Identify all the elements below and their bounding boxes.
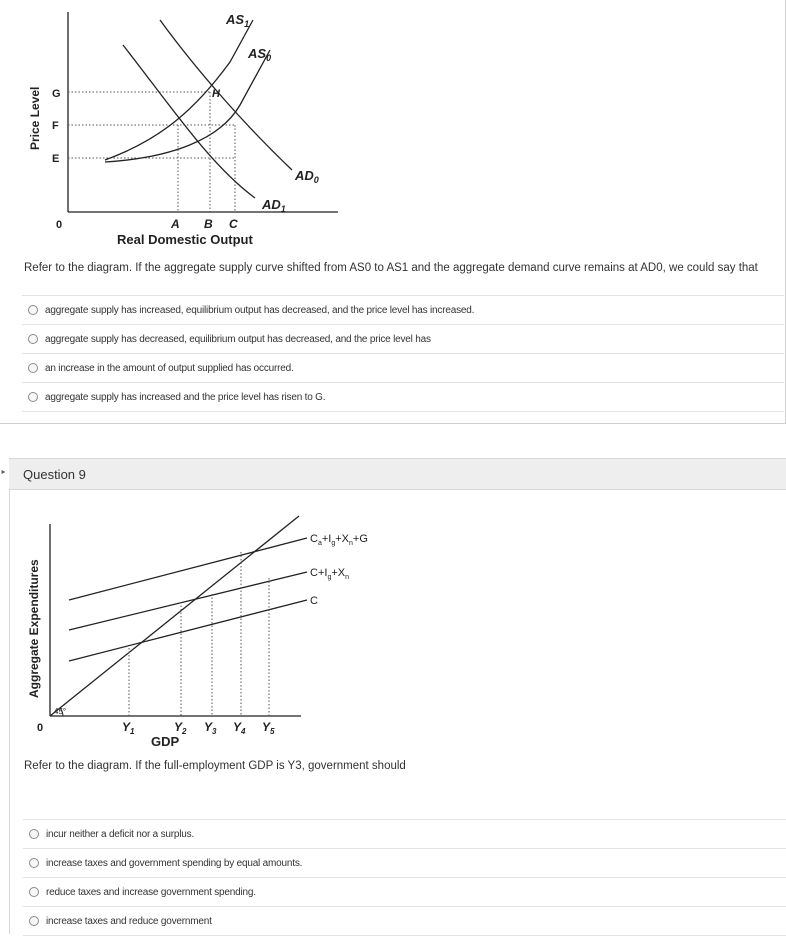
option-b[interactable]: increase taxes and government spending by equal amounts.: [23, 848, 786, 877]
question-9-options: [23, 819, 786, 936]
x-axis-title: GDP: [151, 734, 180, 749]
ad0-label: $AD_0$: [295, 168, 319, 185]
question-9-panel: [9, 490, 786, 934]
c-ig-xn-g-label: $C_a+I_g+X_n+G$: [310, 533, 368, 547]
question-8-options: [22, 295, 784, 412]
radio-button[interactable]: [28, 305, 38, 315]
option-d[interactable]: aggregate supply has increased and the price level has risen to G.: [22, 382, 784, 412]
radio-button[interactable]: [29, 916, 39, 926]
ad0-curve: [160, 20, 292, 170]
y3-label: $Y_3$: [204, 720, 217, 736]
price-g-label: G: [52, 88, 61, 100]
x-axis-title: Real Domestic Output: [117, 232, 253, 247]
c-ig-xn-line: [69, 572, 307, 630]
reference-lines: [68, 92, 235, 212]
reference-lines: [129, 552, 269, 716]
output-a-label: A: [171, 217, 180, 231]
y-axis-title: Aggregate Expenditures: [27, 559, 41, 698]
as1-curve: [105, 20, 253, 160]
question-8-text: Refer to the diagram. If the aggregate supply curve shifted from AS0 to AS1 and the aggregate demand curve remains at AD0, we could say that: [24, 262, 758, 274]
output-b-label: B: [204, 217, 213, 231]
angle-label: 45°: [54, 707, 67, 716]
45-degree-line: [50, 516, 299, 716]
radio-button[interactable]: [29, 829, 39, 839]
c-label: C: [310, 595, 318, 607]
as0-label: $AS_0$: [248, 46, 272, 63]
c-ig-xn-label: $C+I_g+X_n$: [310, 567, 350, 581]
question-9-header: [9, 458, 786, 490]
output-c-label: C: [229, 217, 238, 231]
price-f-label: F: [52, 120, 59, 132]
option-b[interactable]: aggregate supply has decreased, equilibrium output has decreased, and the price level has: [22, 324, 784, 353]
c-ig-xn-g-line: [69, 538, 307, 600]
y-axis-title: Price Level: [28, 86, 42, 150]
option-c[interactable]: reduce taxes and increase government spending.: [23, 877, 786, 906]
as0-curve: [105, 50, 270, 162]
as1-label: $AS_1$: [226, 12, 250, 29]
question-9-text: Refer to the diagram. If the full-employment GDP is Y3, government should: [24, 760, 406, 772]
y2-label: $Y_2$: [174, 720, 187, 736]
radio-button[interactable]: [29, 887, 39, 897]
y1-label: $Y_1$: [122, 720, 135, 736]
option-a[interactable]: incur neither a deficit nor a surplus.: [23, 819, 786, 848]
origin-label: 0: [37, 722, 44, 734]
option-a[interactable]: aggregate supply has increased, equilibrium output has decreased, and the price level has increased.: [22, 295, 784, 324]
y5-label: $Y_5$: [262, 720, 275, 736]
question-marker-arrow: ‣: [0, 467, 7, 479]
radio-button[interactable]: [28, 334, 38, 344]
radio-button[interactable]: [28, 392, 38, 402]
option-c[interactable]: an increase in the amount of output supplied has occurred.: [22, 353, 784, 382]
origin-label: 0: [56, 219, 63, 231]
radio-button[interactable]: [29, 858, 39, 868]
y4-label: $Y_4$: [233, 720, 246, 736]
c-line: [69, 600, 307, 661]
option-d[interactable]: increase taxes and reduce government: [23, 906, 786, 936]
ad1-label: $AD_1$: [262, 197, 286, 214]
radio-button[interactable]: [28, 363, 38, 373]
price-e-label: E: [52, 153, 60, 165]
aggregate-expenditure-diagram: [1, 490, 778, 760]
point-h-label: H: [212, 88, 220, 100]
question-8-panel: [0, 0, 786, 424]
question-9-title: Question 9: [23, 467, 86, 482]
as-ad-diagram: [0, 0, 786, 250]
